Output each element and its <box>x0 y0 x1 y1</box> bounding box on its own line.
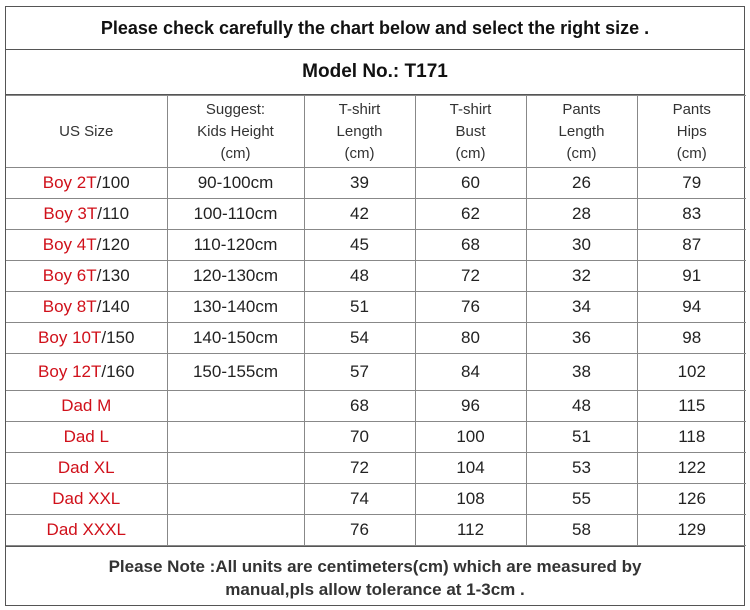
table-row <box>6 323 746 354</box>
cell-us-size <box>6 391 167 422</box>
size-code: /130 <box>96 266 130 285</box>
header-row <box>6 96 746 168</box>
header-line: (cm) <box>455 144 486 162</box>
size-label: Boy 12T <box>38 362 102 381</box>
size-label: Boy 8T <box>42 297 97 316</box>
cell-kids-height <box>167 515 304 546</box>
header-line: (cm) <box>344 144 375 162</box>
table-row <box>6 354 746 391</box>
table-row <box>6 453 746 484</box>
header-line: Kids Height <box>197 122 274 140</box>
cell-kids-height: 150-155cm <box>167 354 304 391</box>
table-body <box>6 168 746 546</box>
size-code: /100 <box>96 173 130 192</box>
cell-pants-length: 53 <box>526 453 637 484</box>
cell-us-size <box>6 484 167 515</box>
cell-pants-hips: 122 <box>637 453 746 484</box>
cell-pants-hips: 126 <box>637 484 746 515</box>
header-line: Length <box>558 122 605 140</box>
cell-pants-hips: 79 <box>637 168 746 199</box>
cell-tshirt-length: 70 <box>304 422 415 453</box>
cell-pants-hips: 98 <box>637 323 746 354</box>
header-line: US Size <box>59 122 114 140</box>
cell-tshirt-bust: 108 <box>415 484 526 515</box>
cell-kids-height <box>167 484 304 515</box>
cell-us-size <box>6 354 167 391</box>
header-line: Hips <box>676 122 707 140</box>
table-row <box>6 484 746 515</box>
size-chart <box>5 6 745 606</box>
cell-pants-hips: 94 <box>637 292 746 323</box>
table-row <box>6 422 746 453</box>
cell-tshirt-bust: 60 <box>415 168 526 199</box>
size-label: Boy 4T <box>42 235 97 254</box>
table-row <box>6 199 746 230</box>
cell-tshirt-bust: 80 <box>415 323 526 354</box>
cell-pants-hips: 87 <box>637 230 746 261</box>
cell-us-size <box>6 168 167 199</box>
header-tshirt-length <box>304 96 415 168</box>
size-code: /150 <box>101 328 135 347</box>
size-code: /120 <box>96 235 130 254</box>
cell-tshirt-bust: 72 <box>415 261 526 292</box>
cell-pants-hips: 102 <box>637 354 746 391</box>
cell-tshirt-bust: 76 <box>415 292 526 323</box>
cell-us-size <box>6 323 167 354</box>
cell-kids-height: 140-150cm <box>167 323 304 354</box>
cell-tshirt-length: 68 <box>304 391 415 422</box>
size-label: Boy 2T <box>42 173 97 192</box>
table-row <box>6 515 746 546</box>
cell-pants-length: 51 <box>526 422 637 453</box>
header-us-size <box>6 96 167 168</box>
header-line: Pants <box>562 100 601 118</box>
cell-pants-length: 38 <box>526 354 637 391</box>
cell-us-size <box>6 199 167 230</box>
cell-pants-length: 34 <box>526 292 637 323</box>
table-row <box>6 230 746 261</box>
cell-pants-length: 26 <box>526 168 637 199</box>
cell-tshirt-bust: 84 <box>415 354 526 391</box>
size-label: Boy 10T <box>38 328 102 347</box>
size-label: Dad XL <box>57 458 115 477</box>
cell-pants-hips: 83 <box>637 199 746 230</box>
cell-tshirt-bust: 68 <box>415 230 526 261</box>
cell-kids-height <box>167 422 304 453</box>
cell-tshirt-bust: 96 <box>415 391 526 422</box>
table-row <box>6 261 746 292</box>
cell-tshirt-length: 51 <box>304 292 415 323</box>
cell-tshirt-length: 45 <box>304 230 415 261</box>
header-line: Pants <box>672 100 711 118</box>
cell-tshirt-bust: 112 <box>415 515 526 546</box>
model-number: Model No.: T171 <box>6 50 744 95</box>
header-line: Bust <box>455 122 486 140</box>
cell-pants-hips: 91 <box>637 261 746 292</box>
cell-pants-length: 48 <box>526 391 637 422</box>
size-code: /140 <box>96 297 130 316</box>
header-tshirt-bust <box>415 96 526 168</box>
cell-us-size <box>6 422 167 453</box>
header-kids-height <box>167 96 304 168</box>
cell-us-size <box>6 453 167 484</box>
cell-tshirt-length: 39 <box>304 168 415 199</box>
table-row <box>6 391 746 422</box>
cell-tshirt-length: 48 <box>304 261 415 292</box>
cell-us-size <box>6 230 167 261</box>
table-row <box>6 292 746 323</box>
cell-tshirt-bust: 100 <box>415 422 526 453</box>
header-line: T-shirt <box>338 100 381 118</box>
cell-pants-hips: 118 <box>637 422 746 453</box>
cell-tshirt-bust: 104 <box>415 453 526 484</box>
cell-us-size <box>6 292 167 323</box>
cell-tshirt-bust: 62 <box>415 199 526 230</box>
header-line: (cm) <box>220 144 251 162</box>
cell-tshirt-length: 74 <box>304 484 415 515</box>
cell-pants-length: 36 <box>526 323 637 354</box>
cell-pants-hips: 129 <box>637 515 746 546</box>
cell-kids-height <box>167 391 304 422</box>
size-label: Dad M <box>61 396 112 415</box>
cell-kids-height <box>167 453 304 484</box>
header-line: Length <box>336 122 383 140</box>
cell-tshirt-length: 42 <box>304 199 415 230</box>
size-label: Boy 3T <box>43 204 98 223</box>
cell-tshirt-length: 72 <box>304 453 415 484</box>
cell-tshirt-length: 54 <box>304 323 415 354</box>
cell-kids-height: 120-130cm <box>167 261 304 292</box>
cell-tshirt-length: 76 <box>304 515 415 546</box>
size-code: /110 <box>97 204 130 223</box>
cell-us-size <box>6 261 167 292</box>
size-label: Dad XXXL <box>46 520 126 539</box>
cell-kids-height: 90-100cm <box>167 168 304 199</box>
cell-pants-length: 55 <box>526 484 637 515</box>
cell-kids-height: 100-110cm <box>167 199 304 230</box>
cell-pants-hips: 115 <box>637 391 746 422</box>
note-line-1: Please Note :All units are centimeters(cm) which are measured by <box>108 557 642 576</box>
cell-kids-height: 130-140cm <box>167 292 304 323</box>
cell-pants-length: 28 <box>526 199 637 230</box>
size-table <box>6 95 746 546</box>
header-line: T-shirt <box>449 100 492 118</box>
header-line: Suggest: <box>205 100 266 118</box>
size-label: Boy 6T <box>42 266 97 285</box>
header-line: (cm) <box>676 144 707 162</box>
size-label: Dad L <box>63 427 109 446</box>
size-label: Dad XXL <box>52 489 121 508</box>
cell-pants-length: 58 <box>526 515 637 546</box>
note-line-2: manual,pls allow tolerance at 1-3cm . <box>225 580 525 599</box>
header-line: (cm) <box>566 144 597 162</box>
cell-pants-length: 30 <box>526 230 637 261</box>
cell-us-size <box>6 515 167 546</box>
size-code: /160 <box>101 362 135 381</box>
table-row <box>6 168 746 199</box>
cell-tshirt-length: 57 <box>304 354 415 391</box>
header-pants-hips <box>637 96 746 168</box>
cell-pants-length: 32 <box>526 261 637 292</box>
measurement-note <box>6 546 744 609</box>
instruction-banner: Please check carefully the chart below and select the right size . <box>6 7 744 50</box>
cell-kids-height: 110-120cm <box>167 230 304 261</box>
header-pants-length <box>526 96 637 168</box>
